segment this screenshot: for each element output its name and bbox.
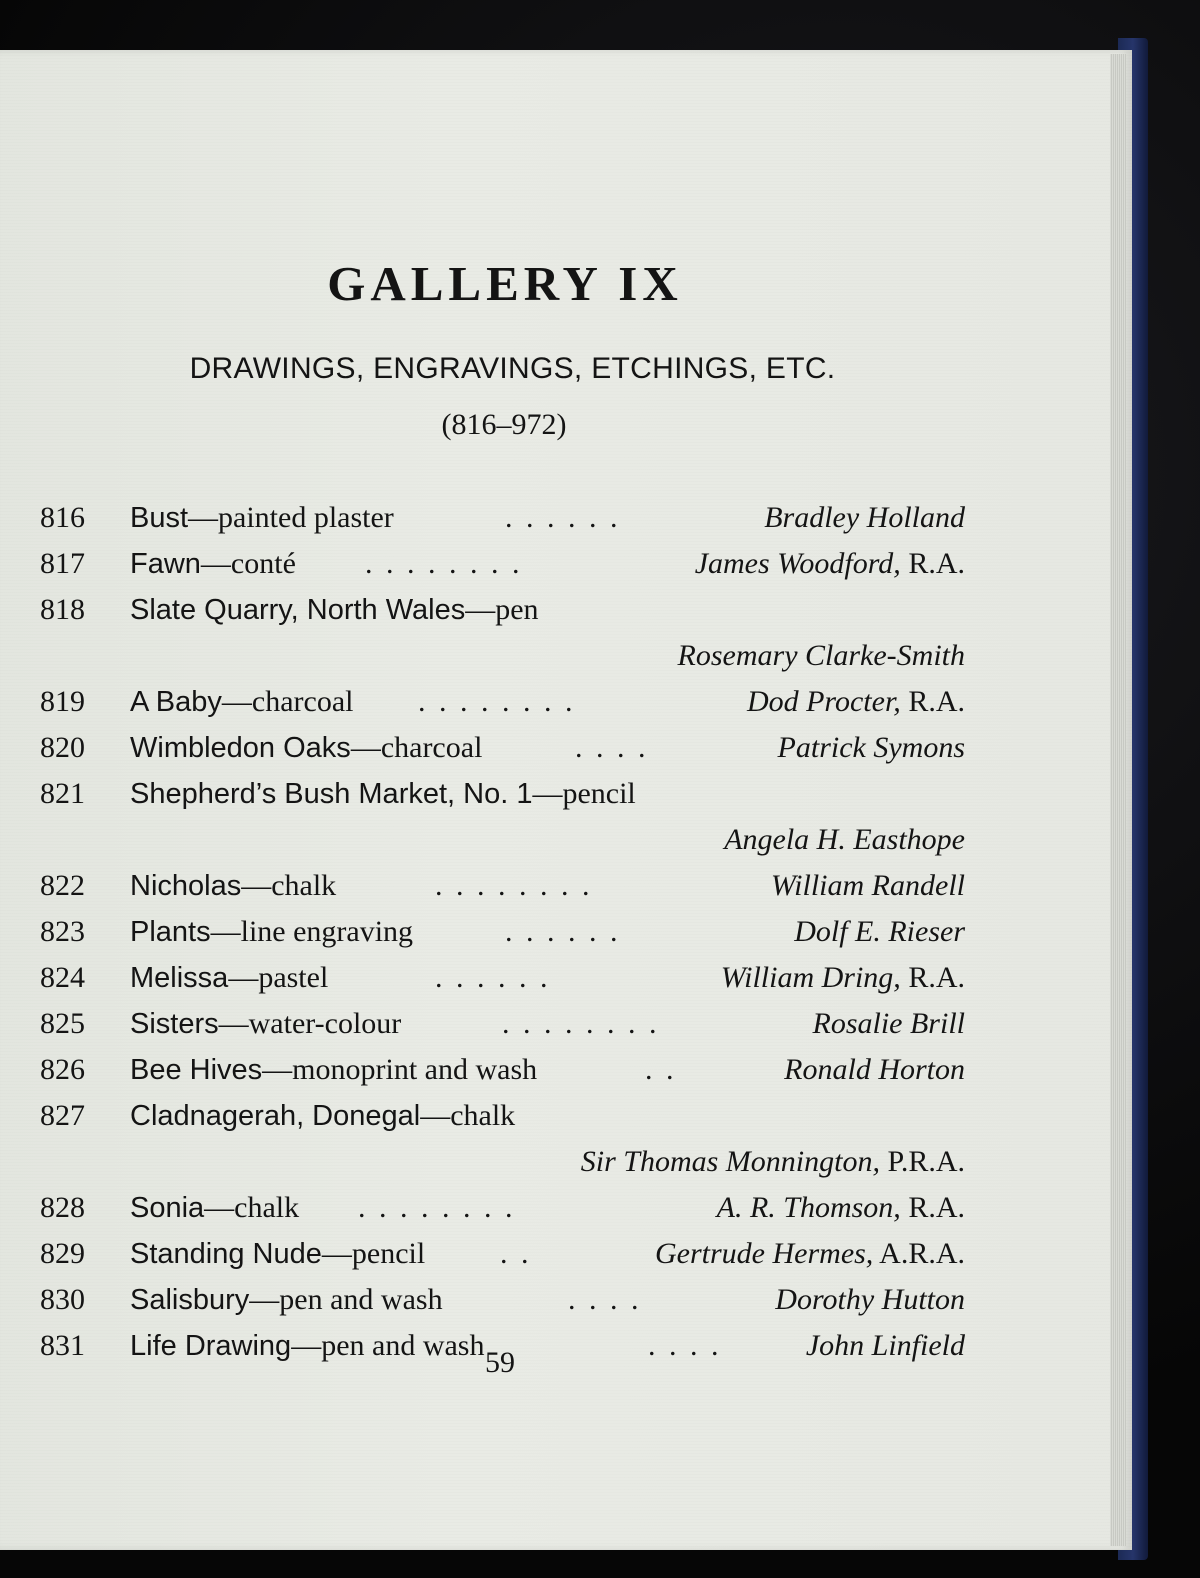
artist-name: Rosemary Clarke-Smith <box>677 639 965 672</box>
artist-honours: R.A. <box>900 1191 965 1224</box>
list-item <box>40 1047 965 1093</box>
leader-dots: . . . . . . <box>435 961 551 994</box>
entry-medium: —line engraving <box>210 915 414 948</box>
entry-title <box>130 541 296 587</box>
title-text: A Baby <box>130 686 222 718</box>
title-text: Standing Nude <box>130 1238 322 1270</box>
entry-number: 822 <box>40 869 85 902</box>
entry-medium: —chalk <box>204 1191 300 1224</box>
entry-medium: —pastel <box>228 961 329 994</box>
artist-name: A. R. Thomson, <box>716 1191 901 1224</box>
entry-medium: —water-colour <box>218 1007 402 1040</box>
title-text: Slate Quarry, North Wales <box>130 594 466 626</box>
artist-honours: R.A. <box>900 685 965 718</box>
artist-name: Gertrude Hermes, <box>655 1237 874 1270</box>
list-item <box>40 541 965 587</box>
title-text: Melissa <box>130 962 229 994</box>
entry-number: 820 <box>40 731 85 764</box>
entry-title <box>130 725 482 771</box>
list-item <box>40 1185 965 1231</box>
section-title: DRAWINGS, ENGRAVINGS, ETCHINGS, ETC. <box>189 352 836 385</box>
entry-number: 817 <box>40 547 85 580</box>
entry-artist <box>678 633 965 679</box>
entry-medium: —monoprint and wash <box>262 1053 538 1086</box>
leader-dots: . . . . <box>648 1329 722 1362</box>
title-text: Fawn <box>130 548 201 580</box>
title-text: Cladnagerah, Donegal <box>130 1100 421 1132</box>
list-item <box>40 909 965 955</box>
entry-title <box>130 909 413 955</box>
artist-name: Ronald Horton <box>784 1053 965 1086</box>
entry-number: 830 <box>40 1283 85 1316</box>
leader-dots: . . . . . . . . <box>358 1191 516 1224</box>
artist-honours: R.A. <box>900 961 965 994</box>
entry-number: 825 <box>40 1007 85 1040</box>
list-item <box>40 1277 965 1323</box>
entry-artist <box>771 863 965 909</box>
leader-dots: . . . . <box>575 731 649 764</box>
entry-artist <box>775 1277 965 1323</box>
entry-title <box>130 495 394 541</box>
leader-dots: . . . . . . <box>505 915 621 948</box>
entry-title <box>130 587 539 633</box>
leader-dots: . . . . <box>568 1283 642 1316</box>
artist-name: James Woodford, <box>694 547 901 580</box>
artist-name: Dolf E. Rieser <box>794 915 965 948</box>
artist-name: William Randell <box>770 869 965 902</box>
artist-name: Bradley Holland <box>764 501 965 534</box>
entry-title <box>130 771 636 817</box>
entry-artist <box>655 1231 965 1277</box>
entry-artist <box>695 541 965 587</box>
entry-title <box>130 1001 401 1047</box>
artist-name: John Linfield <box>805 1329 965 1362</box>
title-text: Bee Hives <box>130 1054 263 1086</box>
artist-honours: R.A. <box>900 547 965 580</box>
entry-artist <box>747 679 965 725</box>
title-text: Nicholas <box>130 870 242 902</box>
page-stack-edge <box>1110 54 1126 1546</box>
entry-artist <box>813 1001 966 1047</box>
gallery-title: GALLERY IX <box>327 256 683 311</box>
entry-artist <box>794 909 965 955</box>
entry-artist <box>581 1139 965 1185</box>
entry-title <box>130 1047 537 1093</box>
leader-dots: . . <box>500 1237 532 1270</box>
list-item <box>40 1093 965 1185</box>
entry-artist <box>724 817 965 863</box>
entry-medium: —charcoal <box>350 731 483 764</box>
title-text: Bust <box>130 502 189 534</box>
entry-number: 829 <box>40 1237 85 1270</box>
artist-honours: P.R.A. <box>879 1145 965 1178</box>
artist-name: Sir Thomas Monnington, <box>580 1145 880 1178</box>
list-item <box>40 863 965 909</box>
list-item <box>40 725 965 771</box>
entry-list <box>40 495 965 1369</box>
entry-medium: —pencil <box>532 777 636 810</box>
entry-number: 824 <box>40 961 85 994</box>
entry-title <box>130 955 328 1001</box>
entry-title <box>130 863 336 909</box>
entry-artist <box>764 495 965 541</box>
title-text: Plants <box>130 916 211 948</box>
entry-number: 821 <box>40 777 85 810</box>
entry-medium: —chalk <box>420 1099 516 1132</box>
list-item <box>40 495 965 541</box>
artist-name: William Dring, <box>720 961 901 994</box>
title-text: Life Drawing <box>130 1330 292 1362</box>
title-text: Shepherd’s Bush Market, No. 1 <box>130 778 533 810</box>
entry-number: 818 <box>40 593 85 626</box>
entry-number: 816 <box>40 501 85 534</box>
entry-title <box>130 1185 299 1231</box>
entry-artist <box>721 955 965 1001</box>
entry-artist <box>778 725 965 771</box>
artist-honours: A.R.A. <box>873 1237 965 1270</box>
entry-medium: —pencil <box>321 1237 426 1270</box>
artist-name: Patrick Symons <box>777 731 965 764</box>
list-item <box>40 771 965 863</box>
list-item <box>40 955 965 1001</box>
entry-medium: —conté <box>200 547 296 580</box>
entry-medium: —chalk <box>241 869 337 902</box>
leader-dots: . . . . . . . . <box>502 1007 660 1040</box>
leader-dots: . . . . . . . . <box>435 869 593 902</box>
entry-medium: —pen and wash <box>249 1283 443 1316</box>
leader-dots: . . . . . . . . <box>365 547 523 580</box>
entry-number: 823 <box>40 915 85 948</box>
entry-title <box>130 1231 425 1277</box>
entry-title <box>130 1277 443 1323</box>
leader-dots: . . . . . . . . <box>418 685 576 718</box>
list-item <box>40 679 965 725</box>
entry-number: 831 <box>40 1329 85 1362</box>
entry-number: 819 <box>40 685 85 718</box>
entry-number: 827 <box>40 1099 85 1132</box>
entry-artist <box>717 1185 965 1231</box>
list-item <box>40 587 965 679</box>
entry-title <box>130 679 354 725</box>
page-number: 59 <box>485 1346 515 1379</box>
entry-medium: —pen <box>465 593 539 626</box>
artist-name: Dorothy Hutton <box>775 1283 965 1316</box>
entry-medium: —painted plaster <box>188 501 394 534</box>
entry-number: 828 <box>40 1191 85 1224</box>
title-text: Sisters <box>130 1008 219 1040</box>
list-item <box>40 1231 965 1277</box>
catalogue-range: (816–972) <box>441 408 567 441</box>
entry-title <box>130 1093 515 1139</box>
leader-dots: . . . . . . <box>505 501 621 534</box>
entry-medium: —pen and wash <box>291 1329 485 1362</box>
leader-dots: . . <box>645 1053 677 1086</box>
title-text: Salisbury <box>130 1284 250 1316</box>
entry-medium: —charcoal <box>221 685 354 718</box>
list-item <box>40 1001 965 1047</box>
entry-artist <box>784 1047 965 1093</box>
title-text: Sonia <box>130 1192 205 1224</box>
artist-name: Angela H. Easthope <box>724 823 965 856</box>
artist-name: Dod Procter, <box>746 685 901 718</box>
artist-name: Rosalie Brill <box>812 1007 965 1040</box>
entry-number: 826 <box>40 1053 85 1086</box>
title-text: Wimbledon Oaks <box>130 732 351 764</box>
